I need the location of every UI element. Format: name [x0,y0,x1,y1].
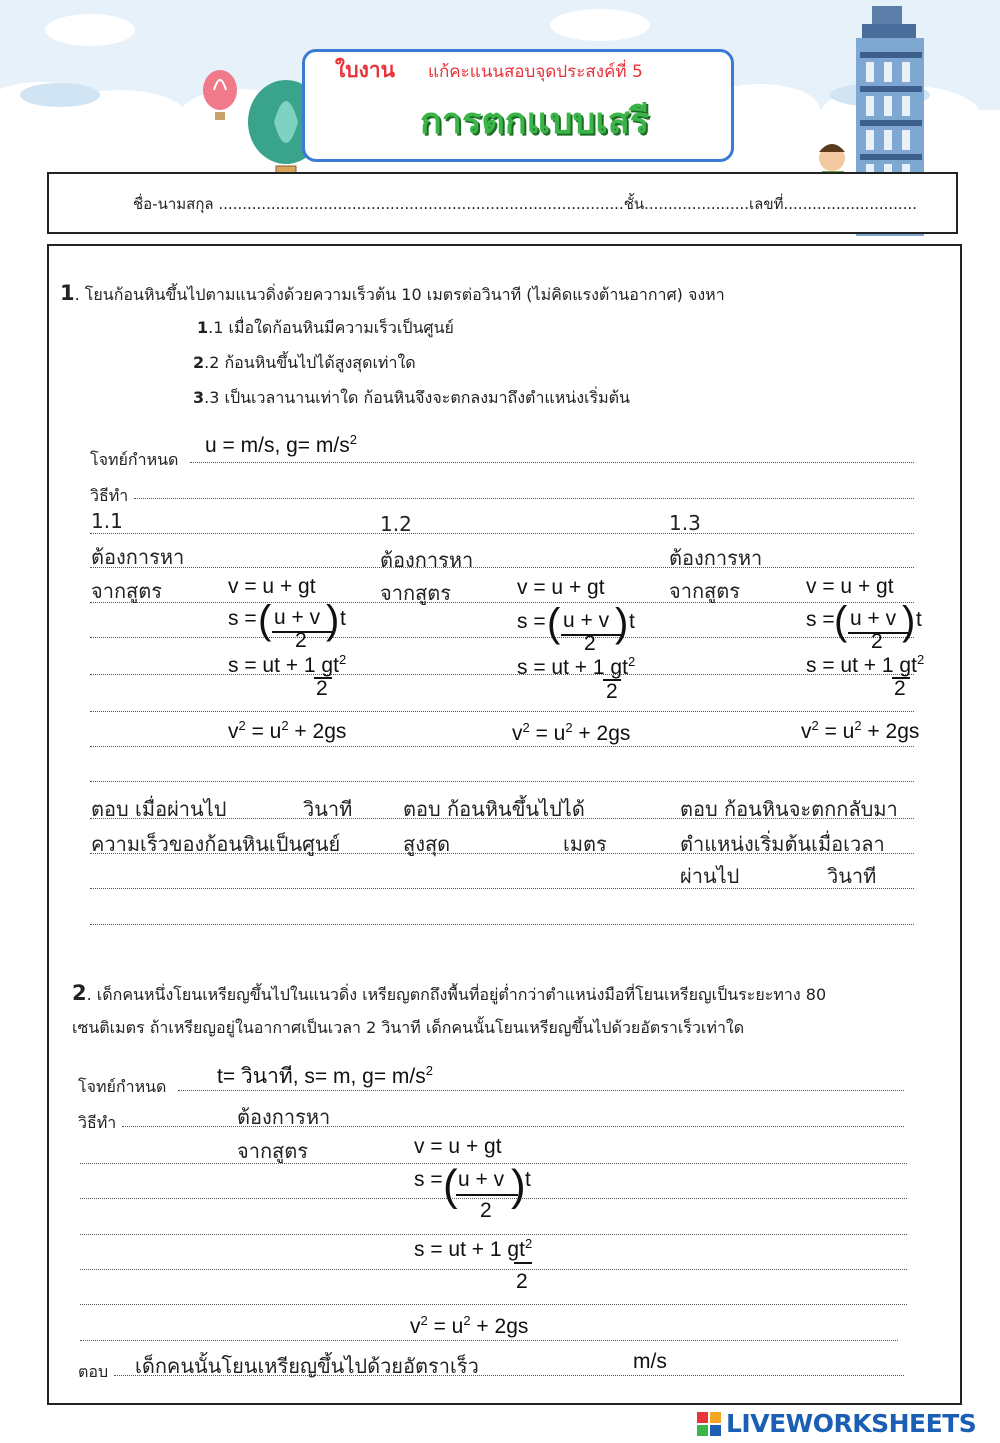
question-2-line-2: เซนติเมตร ถ้าเหรียญอยู่ในอากาศเป็นเวลา 2 วินาที เด็กคนนั้นโยนเหรียญขึ้นไปด้วยอัตราเร็วเท่าใด [72,1018,745,1037]
answer-1-2-max: สูงสุด [403,832,451,856]
answer-1-2-unit: เมตร [563,832,607,856]
q1-line[interactable] [90,637,914,638]
formula-t: t [340,607,346,630]
formula-v-u-gt: v = u + gt [806,575,894,598]
q1-line[interactable] [90,602,914,603]
question-1-number: 1 [60,281,75,305]
q2-line[interactable] [80,1304,907,1305]
q1-given-values: u = m/s, $g= m/s^2$ [205,432,357,457]
formula-t: t [525,1168,531,1191]
paren-close: ) [615,601,629,645]
main-title: การตกแบบเสรี [420,101,650,142]
q1-given-input-line[interactable] [190,462,914,463]
formula-s-ut: s = ut + 1 $gt^2$ [228,652,347,677]
fraction-bar [456,1194,518,1196]
paren-close: ) [326,598,340,642]
formula-t: t [916,608,922,631]
fraction-bar [514,1262,532,1264]
name-label: ชื่อ-นามสกุล [133,195,214,213]
formula-v-squared: $v^2 = u^2 + 2gs$ [801,718,920,743]
q1-line[interactable] [90,674,914,675]
class-label: ชั้น [623,195,645,213]
liveworksheets-logo: LIVEWORKSHEETS [726,1409,977,1438]
col-1-2-find: ต้องการหา [380,548,474,572]
question-1-3: 3.3 เป็นเวลานานเท่าใด ก้อนหินจึงจะตกลงมาถึงตำแหน่งเริ่มต้น [193,388,630,407]
name-field[interactable]: ..................................................................................... [218,195,624,213]
q1-line[interactable] [90,746,914,747]
q2-given-input-line[interactable] [178,1090,904,1091]
q1-line[interactable] [90,711,914,712]
question-1-1: 1.1 เมื่อใดก้อนหินมีความเร็วเป็นศูนย์ [197,318,454,337]
formula-s-ut: s = ut + 1 $gt^2$ [414,1236,533,1261]
q2-answer-label: ตอบ [78,1362,109,1381]
formula-s-eq: s = [517,610,546,633]
formula-u-plus-v: u + v [458,1168,505,1191]
student-info-row [133,192,917,216]
answer-1-1-prefix: ตอบ เมื่อผ่านไป [91,797,227,821]
q1-line[interactable] [90,888,914,889]
q2-given-label: โจทย์กำหนด [78,1077,167,1096]
q1-method-input-line[interactable] [134,498,914,499]
formula-denominator: 2 [480,1199,492,1222]
answer-1-3-middle: ตำแหน่งเริ่มต้นเมื่อเวลา [680,832,885,856]
col-1-3-from: จากสูตร [669,579,740,603]
paren-close: ) [902,599,916,643]
q1-line[interactable] [90,567,914,568]
q2-method-label: วิธีทำ [78,1113,117,1132]
q1-line[interactable] [90,533,914,534]
question-2-line-1: 2. เด็กคนหนึ่งโยนเหรียญขึ้นไปในแนวดิ่ง เหรียญตกถึงพื้นที่อยู่ต่ำกว่าตำแหน่งมือที่โยนเหรียญเป็นระยะทาง 80 [72,981,827,1005]
banner-subtitle: แก้คะแนนสอบจุดประสงค์ที่ 5 [428,62,643,82]
answer-1-2-prefix: ตอบ ก้อนหินขึ้นไปได้ [403,797,585,821]
q2-line[interactable] [80,1269,907,1270]
paren-close: ) [511,1161,526,1210]
answer-1-1-suffix: ความเร็วของก้อนหินเป็นศูนย์ [91,832,341,856]
q2-given-values: t= วินาที, s= m, $g= m/s^2$ [217,1063,433,1088]
q1-given-label: โจทย์กำหนด [90,450,179,469]
q1-line[interactable] [90,781,914,782]
formula-v-squared: $v^2 = u^2 + 2gs$ [228,718,347,743]
col-1-1-id: 1.1 [91,509,123,533]
col-1-1-from: จากสูตร [91,579,162,603]
q2-find: ต้องการหา [237,1105,331,1129]
col-1-2-id: 1.2 [380,512,412,536]
number-field[interactable]: ............................ [783,195,918,213]
formula-v-squared: $v^2 = u^2 + 2gs$ [512,720,631,745]
formula-denominator: 2 [871,630,883,653]
formula-denominator: 2 [295,629,307,652]
q1-method-label: วิธีทำ [90,486,129,505]
formula-v-u-gt: v = u + gt [228,575,316,598]
col-1-2-from: จากสูตร [380,581,451,605]
q2-line[interactable] [80,1163,907,1164]
formula-v-u-gt: v = u + gt [414,1135,502,1158]
question-2-number: 2 [72,981,87,1005]
q2-answer-text: เด็กคนนั้นโยนเหรียญขึ้นไปด้วยอัตราเร็ว [135,1354,479,1378]
formula-v-u-gt: v = u + gt [517,576,605,599]
formula-s-ut: s = ut + 1 $gt^2$ [806,652,925,677]
formula-half-denominator: 2 [516,1270,528,1293]
answer-1-3-after: ผ่านไป [680,864,740,888]
formula-s-eq: s = [228,607,257,630]
q2-line[interactable] [80,1198,907,1199]
liveworksheets-logo-icon [697,1412,723,1436]
q2-line[interactable] [80,1340,898,1341]
question-1-text: 1. โยนก้อนหินขึ้นไปตามแนวดิ่งด้วยความเร็วต้น 10 เมตรต่อวินาที (ไม่คิดแรงต้านอากาศ) จงหา [60,281,725,305]
number-label: เลขที่ [749,195,784,213]
formula-half-denominator: 2 [894,677,906,700]
col-1-3-id: 1.3 [669,511,701,535]
formula-v-squared: $v^2 = u^2 + 2gs$ [410,1313,529,1338]
answer-1-3-prefix: ตอบ ก้อนหินจะตกกลับมา [680,797,898,821]
formula-s-eq: s = [414,1168,443,1191]
paren-open: ( [258,598,272,642]
formula-t: t [629,610,635,633]
question-1-2: 2.2 ก้อนหินขึ้นไปได้สูงสุดเท่าใด [193,353,416,372]
col-1-1-find: ต้องการหา [91,545,185,569]
formula-s-eq: s = [806,608,835,631]
col-1-3-find: ต้องการหา [669,546,763,570]
formula-s-ut: s = ut + 1 $gt^2$ [517,654,636,679]
paren-open: ( [834,599,848,643]
formula-u-plus-v: u + v [563,609,610,632]
formula-u-plus-v: u + v [850,607,897,630]
paren-open: ( [443,1161,458,1210]
worksheet-label: ใบงาน [335,58,395,82]
formula-denominator: 2 [584,632,596,655]
answer-1-3-unit: วินาที [827,864,877,888]
formula-half-denominator: 2 [606,680,618,703]
formula-half-denominator: 2 [316,677,328,700]
q2-from: จากสูตร [237,1139,308,1163]
paren-open: ( [547,601,561,645]
q2-line[interactable] [80,1234,907,1235]
q1-line[interactable] [90,924,914,925]
class-field[interactable]: ...................... [644,195,750,213]
answer-1-1-unit: วินาที [303,797,353,821]
q2-answer-unit: m/s [633,1350,667,1373]
formula-u-plus-v: u + v [274,606,321,629]
